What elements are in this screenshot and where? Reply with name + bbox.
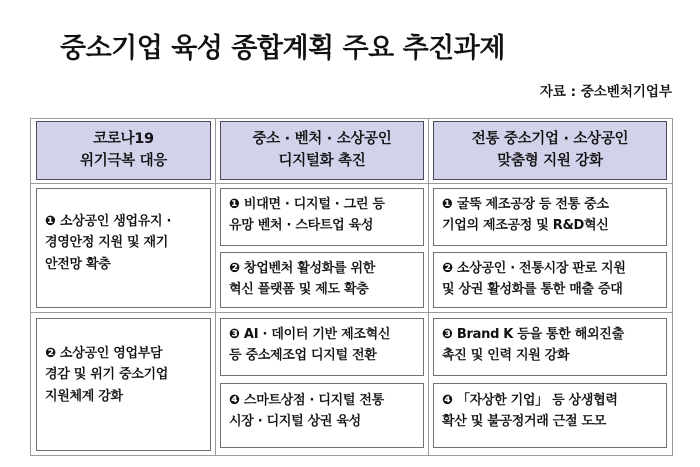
task-card: ❶ 굴뚝 제조공장 등 전통 중소 기업의 제조공정 및 R&D혁신 — [433, 188, 667, 246]
grid-divider — [30, 312, 672, 313]
task-card: ❶ 비대면 · 디지털 · 그린 등 유망 벤처 · 스타트업 육성 — [220, 188, 424, 246]
grid-divider — [672, 118, 673, 456]
column-header-corona: 코로나19 위기극복 대응 — [36, 121, 211, 180]
grid-divider — [428, 118, 429, 456]
task-card: ❷ 소상공인 영업부담 경감 및 위기 중소기업 지원체계 강화 — [36, 318, 211, 451]
grid-divider — [30, 455, 672, 456]
task-card: ❷ 소상공인 · 전통시장 판로 지원 및 상권 활성화를 통한 매출 증대 — [433, 252, 667, 308]
task-card: ❹ 「자상한 기업」 등 상생협력 확산 및 불공정거래 근절 도모 — [433, 383, 667, 448]
grid-divider — [30, 118, 31, 456]
grid-divider — [30, 183, 672, 184]
task-card: ❷ 창업벤처 활성화를 위한 혁신 플랫폼 및 제도 확충 — [220, 252, 424, 308]
grid-divider — [30, 118, 672, 119]
task-card: ❹ 스마트상점 · 디지털 전통 시장 · 디지털 상권 육성 — [220, 383, 424, 448]
column-header-traditional: 전통 중소기업 · 소상공인 맞춤형 지원 강화 — [433, 121, 667, 180]
task-card: ❸ AI · 데이터 기반 제조혁신 등 중소제조업 디지털 전환 — [220, 318, 424, 376]
column-header-digital: 중소 · 벤처 · 소상공인 디지털화 촉진 — [220, 121, 424, 180]
page-title: 중소기업 육성 종합계획 주요 추진과제 — [60, 33, 505, 64]
task-card: ❶ 소상공인 생업유지 · 경영안정 지원 및 재기 안전망 확충 — [36, 188, 211, 308]
task-card: ❸ Brand K 등을 통한 해외진출 촉진 및 인력 지원 강화 — [433, 318, 667, 376]
grid-divider — [215, 118, 216, 456]
source-note: 자료 : 중소벤처기업부 — [539, 84, 672, 100]
